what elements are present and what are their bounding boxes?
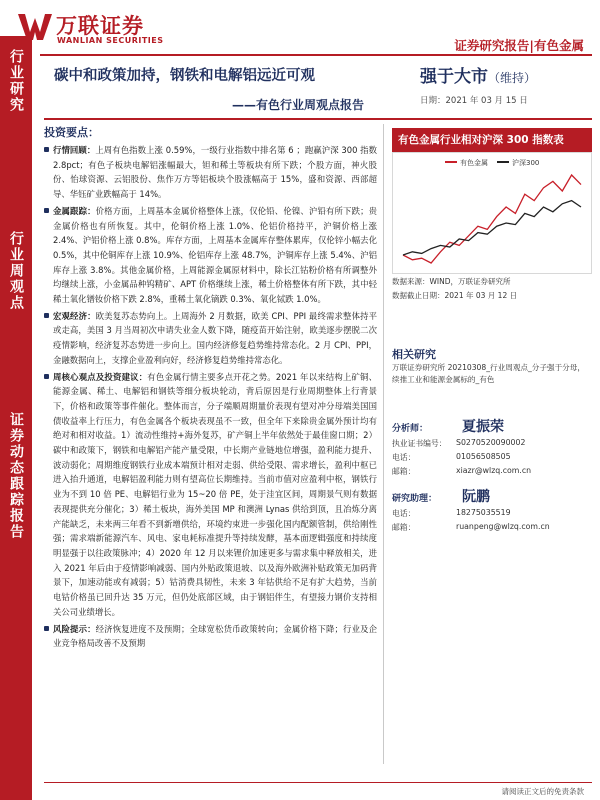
row-key: 执业证书编号： — [392, 439, 447, 448]
analyst-license-row — [392, 438, 592, 452]
report-subtitle: ——有色行业周观点报告 — [232, 98, 365, 112]
footer-disclaimer: 请阅读正文后的免责条款 — [501, 787, 584, 796]
analyst-card — [392, 416, 592, 480]
title-divider — [44, 118, 592, 120]
header-divider — [40, 54, 592, 56]
bullet-risk — [44, 622, 377, 650]
assistant-phone-row — [392, 508, 592, 522]
row-value: S0270520090002 — [456, 438, 526, 447]
logo-en: WANLIAN SECURITIES — [57, 36, 164, 45]
row-key: 电话： — [392, 453, 416, 462]
sidebar-label-weekly: 行业周观点 — [8, 231, 24, 311]
report-title: 碳中和政策加持，钢铁和电解铝远近可观 — [54, 68, 315, 84]
section-heading: 投资要点： — [44, 126, 99, 139]
analyst-email-row — [392, 466, 592, 480]
bullet-metal-tracking — [44, 204, 377, 307]
logo-cn: 万联证券 — [56, 14, 144, 38]
analyst-phone-row — [392, 452, 592, 466]
bullet-core-view — [44, 370, 377, 620]
related-research-text[interactable]: 万联证券研究所 20210308_行业周观点_分子强于分母，续推工业和能源金属标的_有色 — [392, 363, 585, 384]
company-logo — [18, 10, 218, 50]
assistant-name: 阮鹏 — [462, 489, 490, 505]
bullet-text: 价格方面，上周基本金属价格整体上涨，仅伦铅、伦镍、沪铅有所下跌；贵金属价格也有所恢复。其中，伦铜价格上涨 1.0%、伦铝价格持平，沪铜价格上涨 2.4%、沪铝价格上涨 0.8%。库存方面，上周基本金属库存整体累库，仅伦锌小幅去化 0.5%，其中伦铜库存上涨 10.9%、伦铝库存上涨 48.7%，沪铜库存上涨 5.4%、沪铝库存上涨 3.8%。其他金属价格，上周能源金属原材料中，除长江钴粉价格有所调整外均继续上涨，小金属品种钨精矿、APT 价格继续上涨，稀土价格整体有所下跌，其中轻稀土氧化镨钕价格下跌 2.8%，重稀土氧化镝跌 0.3%、氧化铽跌 1.0%。 — [53, 205, 378, 305]
series-line-1 — [403, 201, 581, 255]
analyst-role: 分析师： — [392, 424, 429, 434]
footer-divider — [44, 782, 592, 783]
row-key: 电话： — [392, 509, 416, 518]
bullet-text: 有色金属行情主要多点开花之势。2021 年以来结构上矿铜、能源金属、稀土、电解铝和钢铁等细分板块轮动，背后原因是行业周期整体上行背景下，价格和政策等事件催化。整体而言，分子端顺周期量价表现有望对冲分母端美国国债收益率上行压力，有色金属各个板块表现虽不一致，但全年下来除贵金属外预计均有绝对和相对收益。1）流动性维持+海外复苏，矿产铜上半年依然处于最佳窗口期；2）碳中和政策下，钢铁和电解铝产能产量受限，中长期产业链地位增强，盈利能力提升、波动弱化；周期维度钢铁行业成本端预计相对走弱、供给受限、需求增长，盈利中枢已进入抬升通道，电解铝盈利能力则有望高位长期维持。当前市值对应盈利中枢，钢铁行业为不到 10 倍 PE、电解铝行业为 15~20 倍 PE，处于洼宜区间，周期景气则有数据表现提供充分催化；3）稀土板块，海外美国 MP 和澳洲 Lynas 供给到顶，且冶炼分离产能缺乏，未来两三年看不到新增供给，环境约束进一步强化国内配额管制，供给刚性强；需求端新能源汽车、风电、家电耗标准提升等持续发酵，基本面逻辑强度和持续度明显强于以往政策脉冲；4）2020 年 12 月以来锂价加速更多与需求集中释放相关，进入 2021 年后由于疫情影响减弱、国内外贴政策退坡、以及海外欧洲补贴政策无加码背景下，加速动能或有减弱；5）钴消费具韧性，未来 3 年钴供给不足有扩大趋势，当前电钴价格虽已回升达 35 万元，但仍处底部区域，由于钢铝伴生，有望接力钢价支持相关公司业绩增长。 — [53, 371, 377, 617]
rating — [420, 62, 536, 87]
row-key: 邮箱： — [392, 467, 416, 476]
assistant-head — [392, 486, 592, 508]
bullet-lead: 周核心观点及投资建议： — [53, 371, 148, 382]
row-value: 18275035519 — [456, 508, 511, 517]
rating-sub: （维持） — [488, 71, 537, 85]
bullet-lead: 风险提示： — [53, 623, 96, 634]
legend-label-0: 有色金属 — [460, 159, 488, 167]
bullet-lead: 宏观经济： — [53, 310, 96, 321]
bullet-market-review — [44, 143, 377, 202]
chart-data-date: 数据截止日期：2021 年 03 月 12 日 — [392, 291, 518, 300]
bullet-lead: 行情回顾： — [53, 145, 96, 155]
assistant-role: 研究助理： — [392, 494, 438, 504]
investment-summary — [44, 124, 384, 764]
rating-value: 强于大市 — [420, 67, 488, 87]
sidebar-label-tracking: 证券动态跟踪报告 — [8, 412, 24, 540]
relative-index-chart — [392, 152, 592, 274]
sidebar — [0, 36, 32, 800]
related-research-title: 相关研究 — [392, 348, 436, 361]
legend-label-1: 沪深300 — [512, 159, 540, 167]
bullet-lead: 金属跟踪： — [53, 205, 96, 216]
chart-source: 数据来源：WIND，万联证券研究所 — [392, 277, 511, 286]
bullet-text: 上周有色指数上涨 0.59%，一级行业指数中排名第 6 ；跑赢沪深 300 指数 2.8pct；有色子板块电解铝涨幅最大，钽和稀土等板块有所下跌；个股方面，神火股份、怡球资源、云铝股份、焦作万方等铝板块个股涨幅高于 15%，盛和资源、西部超导、华钰矿业跌幅高于 14%。 — [53, 145, 377, 200]
report-date: 日期：2021 年 03 月 15 日 — [420, 96, 528, 106]
bullet-text: 经济恢复进度不及预期；全球宽松货币政策转向；金属价格下降；行业及企业竞争格局改善不及预期 — [53, 623, 378, 648]
row-value: 01056508505 — [456, 452, 511, 461]
email-link[interactable]: ruanpeng@wlzq.com.cn — [456, 522, 550, 531]
doc-type-label: 证券研究报告|有色金属 — [454, 38, 584, 53]
email-link[interactable]: xiazr@wlzq.com.cn — [456, 466, 532, 475]
sidebar-label-industry: 行业研究 — [8, 49, 24, 113]
assistant-card — [392, 486, 592, 536]
bullet-macro — [44, 309, 377, 368]
analyst-name: 夏振荣 — [462, 419, 504, 435]
chart-svg — [393, 153, 591, 273]
assistant-email-row — [392, 522, 592, 536]
row-key: 邮箱： — [392, 523, 416, 532]
bullet-text: 欧美复苏态势向上。上周海外 2 月数据，欧美 CPI、PPI 最终需求整体持平或走高，美国 3 月当周初次申请失业金人数下降，随疫苗开始注射，欧美逐步摆脱二次疫情影响，经济复苏态势进一步向上。国内经济修复趋势维持常态化。2 月 CPI、PPI，金融数据向上，支撑企业盈利向好，经济修复趋势维持常态化。 — [53, 310, 378, 365]
analyst-head — [392, 416, 592, 438]
chart-title: 有色金属行业相对沪深 300 指数表 — [392, 128, 592, 152]
